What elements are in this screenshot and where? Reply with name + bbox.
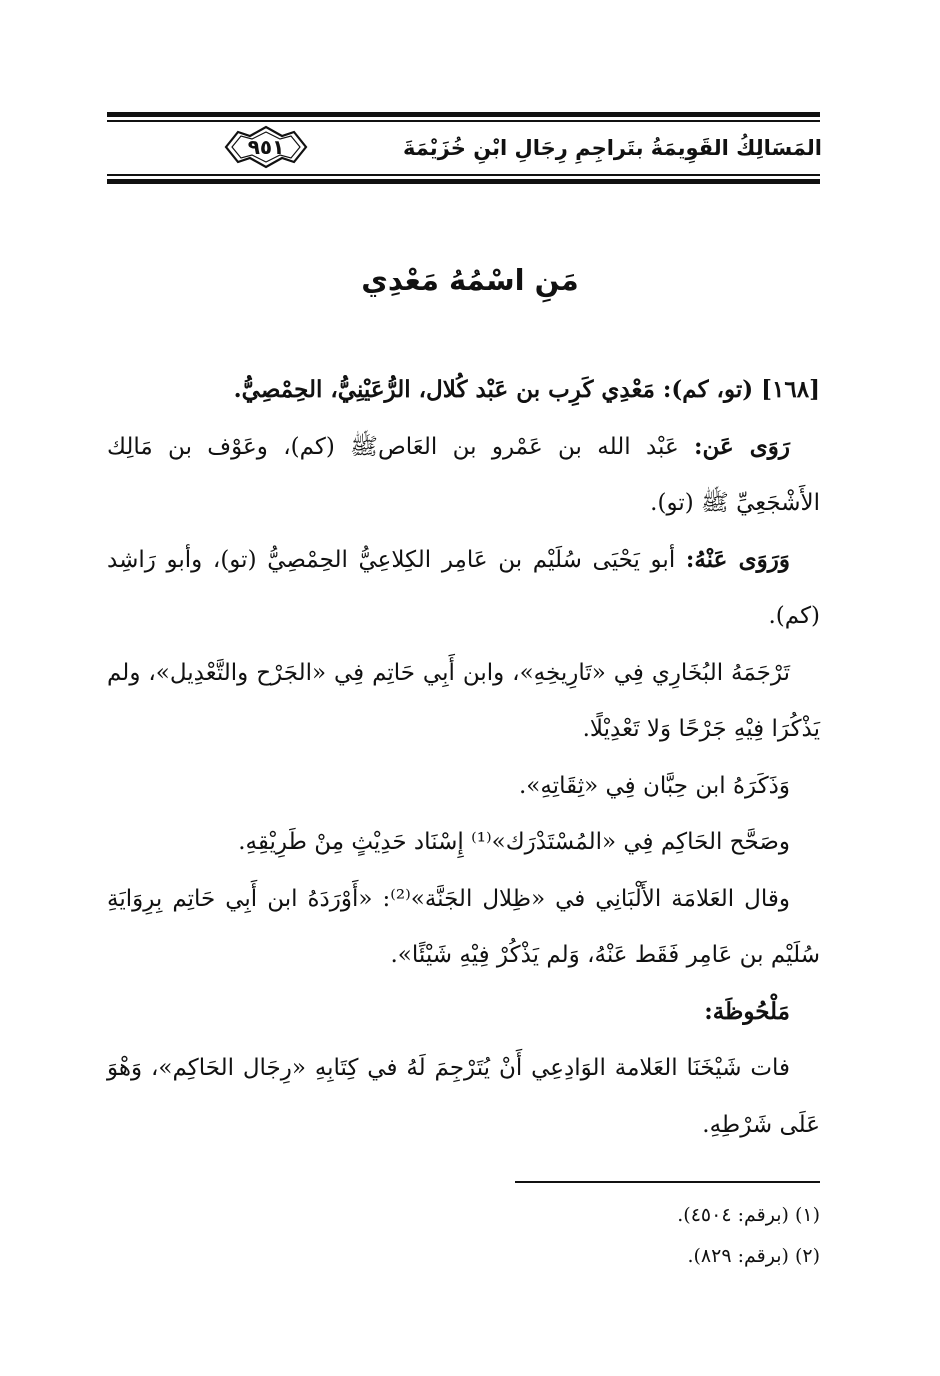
section-title: مَنِ اسْمُهُ مَعْدِي bbox=[361, 263, 579, 297]
page-number-badge bbox=[224, 124, 308, 170]
narrated-by-label: وَرَوَى عَنْهُ: bbox=[685, 545, 791, 573]
header-rule-bottom-thick bbox=[107, 179, 820, 184]
footnote-1: (١) (برقم: ٤٥٠٤). bbox=[677, 1204, 820, 1226]
running-header-title: المَسَالِكُ القَوِيمَةُ بتَراجِمِ رِجَالِ ابْنِ خُزَيْمَةَ bbox=[402, 136, 822, 160]
narrated-by-paragraph bbox=[107, 532, 820, 645]
albani-paragraph: وقال العَلامَة الأَلْبَانِي في «ظِلال الجَنَّة»⁽²⁾: «أَوْرَدَهُ ابن أَبِي حَاتِم بِرِوَايَةِ سُلَيْم بن عَامِر فَقَط عَنْهُ، وَلم يَذْكُرْ فِيْهِ شَيْئًا». bbox=[107, 885, 820, 968]
hakim-paragraph: وصَحَّح الحَاكِم فِي «المُسْتَدْرَك»⁽¹⁾ إِسْنَاد حَدِيْثٍ مِنْ طَرِيْقِهِ. bbox=[238, 829, 790, 855]
narrated-from-label: رَوَى عَن: bbox=[694, 432, 791, 460]
narrated-by-text: أبو يَحْيَى سُلَيْم بن عَامِر الكِلاعِيُّ الحِمْصِيُّ (تو)، وأبو رَاشِد (كم). bbox=[107, 546, 820, 629]
entry-number: [١٦٨] bbox=[761, 376, 820, 403]
footnote-2: (٢) (برقم: ٨٢٩). bbox=[687, 1245, 820, 1267]
header-rule-top-thick bbox=[107, 112, 820, 117]
footnote-separator bbox=[515, 1181, 820, 1183]
header-rule-top-thin bbox=[107, 120, 820, 122]
note-paragraph: فات شَيْخَنَا العَلامة الوَادِعِي أَنْ يُتَرْجِمَ لَهُ في كِتَابِهِ «رِجَال الحَاكِم»، وَهْوَ عَلَى شَرْطِهِ. bbox=[107, 1055, 820, 1138]
narrated-from-text: عَبْد الله بن عَمْرو بن العَاصﷺ (كم)، وعَوْف بن مَالِك الأَشْجَعِيِّ ﷺ (تو). bbox=[107, 433, 820, 516]
entry-heading bbox=[107, 362, 820, 419]
footnotes bbox=[430, 1195, 820, 1277]
entry-name: (تو، كم): مَعْدِي كَرِب بن عَبْد كُلال، الرُّعَيْنِيُّ، الحِمْصِيُّ. bbox=[233, 376, 754, 403]
page-number: ٩٥١ bbox=[247, 135, 285, 159]
ibn-hibban-paragraph: وَذَكَرَهُ ابن حِبَّان فِي «ثِقَاتِهِ». bbox=[518, 772, 790, 799]
narrated-from-paragraph bbox=[107, 419, 820, 532]
body-text bbox=[107, 362, 820, 1153]
header-rule-bottom-thin bbox=[107, 174, 820, 176]
note-label: مَلْحُوظَة: bbox=[704, 997, 790, 1025]
biography-paragraph: تَرْجَمَهُ البُخَارِي فِي «تَارِيخِهِ»، وابن أَبِي حَاتِم فِي «الجَرْح والتَّعْدِيل»، ولم يَذْكُرَا فِيْهِ جَرْحًا وَلا تَعْدِيْلًا. bbox=[107, 659, 820, 742]
